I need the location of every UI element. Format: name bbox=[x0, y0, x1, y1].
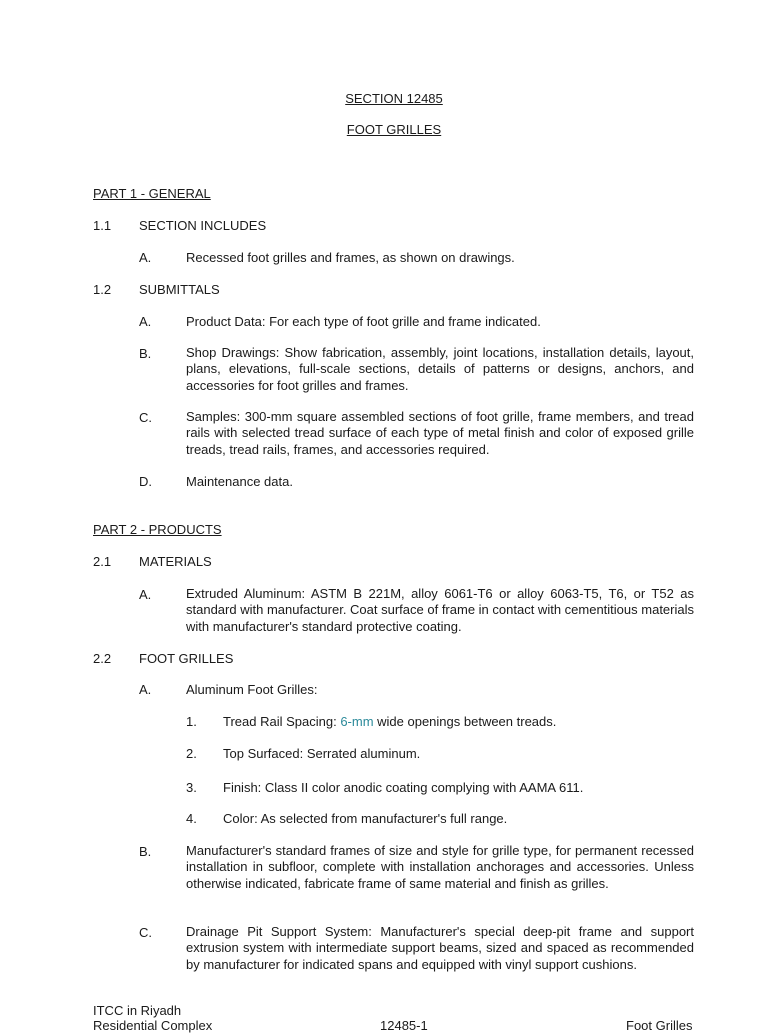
subparagraph-text: Top Surfaced: Serrated aluminum. bbox=[223, 746, 421, 761]
paragraph-text: Product Data: For each type of foot grille and frame indicated. bbox=[186, 314, 541, 329]
subparagraph-text: Finish: Class II color anodic coating complying with AAMA 611. bbox=[223, 780, 584, 795]
footer-project-subtitle: Residential Complex bbox=[93, 1018, 213, 1033]
subparagraph-number: 2. bbox=[186, 746, 197, 761]
article-number: 1.2 bbox=[93, 282, 112, 297]
part2-heading: PART 2 - PRODUCTS bbox=[93, 522, 222, 537]
paragraph-letter: B. bbox=[139, 346, 152, 361]
paragraph-text: Maintenance data. bbox=[186, 474, 293, 489]
article-number: 2.2 bbox=[93, 651, 112, 666]
paragraph-letter: D. bbox=[139, 474, 152, 489]
subparagraph-number: 3. bbox=[186, 780, 197, 795]
section-title: FOOT GRILLES bbox=[346, 122, 442, 137]
footer-section-name: Foot Grilles bbox=[626, 1018, 693, 1033]
paragraph-letter: C. bbox=[139, 410, 152, 425]
article-number: 2.1 bbox=[93, 554, 112, 569]
article-number: 1.1 bbox=[93, 218, 112, 233]
paragraph-letter: C. bbox=[139, 925, 152, 940]
subparagraph-text bbox=[223, 714, 556, 730]
article-title: FOOT GRILLES bbox=[139, 651, 234, 666]
article-title: SECTION INCLUDES bbox=[139, 218, 267, 233]
paragraph-letter: B. bbox=[139, 844, 152, 859]
paragraph-text: Samples: 300-mm square assembled sections of foot grille, frame members, and tread rails with selected tread surface of each type of metal finish and color of exposed grille treads, tread rails, frames, and accessories required. bbox=[186, 409, 694, 457]
footer-project-name: ITCC in Riyadh bbox=[93, 1003, 182, 1018]
paragraph-text: Recessed foot grilles and frames, as shown on drawings. bbox=[186, 250, 515, 265]
paragraph-letter: A. bbox=[139, 314, 152, 329]
section-number: SECTION 12485 bbox=[345, 91, 443, 106]
article-title: MATERIALS bbox=[139, 554, 212, 569]
article-title: SUBMITTALS bbox=[139, 282, 220, 297]
paragraph-text: Aluminum Foot Grilles: bbox=[186, 682, 318, 697]
footer-page-number: 12485-1 bbox=[380, 1018, 428, 1033]
subparagraph-number: 4. bbox=[186, 811, 197, 826]
paragraph-text: Manufacturer's standard frames of size and style for grille type, for permanent recessed installation in subfloor, complete with installation anchorages and accessories. Unless otherwise indicated, fabricate frame of same material and finish as grilles. bbox=[186, 843, 694, 891]
paragraph-text: Extruded Aluminum: ASTM B 221M, alloy 6061-T6 or alloy 6063-T5, T6, or T52 as standard with manufacturer. Coat surface of frame in contact with cementitious materials with manufacturer's standard protective coating. bbox=[186, 586, 694, 634]
subparagraph-text: Color: As selected from manufacturer's full range. bbox=[223, 811, 508, 826]
subparagraph-text-pre: Tread Rail Spacing: bbox=[223, 714, 341, 729]
paragraph-text: Drainage Pit Support System: Manufacturer's special deep-pit frame and support extrusion system with intermediate support beams, sized and spaced as recommended by manufacturer for indicated spans and equipped with vinyl support cushions. bbox=[186, 924, 694, 972]
paragraph-text: Shop Drawings: Show fabrication, assembly, joint locations, installation details, layout, plans, elevations, full-scale sections, details of patterns or designs, anchors, and accessories for foot grilles and frames. bbox=[186, 345, 694, 393]
part1-heading: PART 1 - GENERAL bbox=[93, 186, 211, 201]
subparagraph-number: 1. bbox=[186, 714, 197, 729]
subparagraph-text-post: wide openings between treads. bbox=[373, 714, 557, 729]
highlighted-value: 6-mm bbox=[340, 714, 374, 729]
paragraph-letter: A. bbox=[139, 250, 152, 265]
paragraph-letter: A. bbox=[139, 587, 152, 602]
paragraph-letter: A. bbox=[139, 682, 152, 697]
